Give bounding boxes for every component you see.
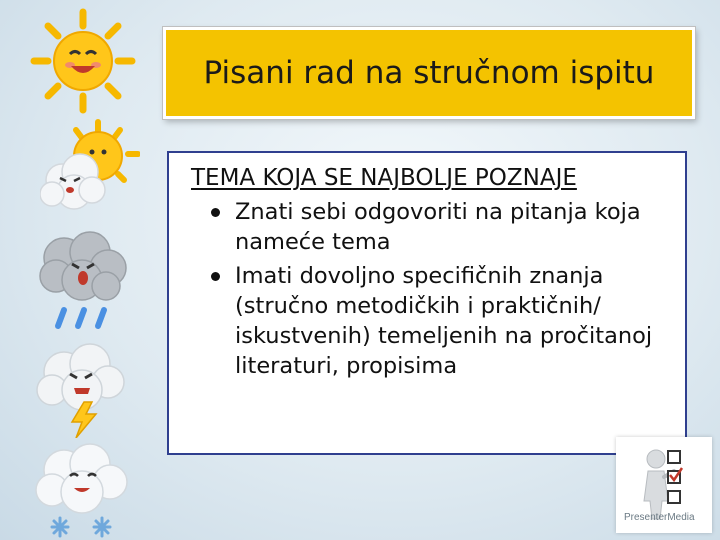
bullet-list (191, 197, 671, 381)
content-heading: TEMA KOJA SE NAJBOLJE POZNAJE (191, 165, 577, 191)
content-box (167, 151, 687, 455)
bullet-dot (211, 208, 220, 217)
title-box (163, 27, 695, 119)
bullet-text: Znati sebi odgovoriti na pitanja koja nameće tema (235, 199, 641, 255)
presentermedia-logo (616, 437, 712, 533)
logo-text: PresenterMedia (624, 512, 695, 523)
bullet-item (207, 261, 671, 381)
sun-icon (30, 8, 136, 114)
bullet-dot (211, 272, 220, 281)
snow-cloud-icon (30, 440, 134, 540)
sun-cloud-icon (40, 118, 140, 218)
slide-title: Pisani rad na stručnom ispitu (203, 55, 655, 91)
bullet-item (207, 197, 671, 257)
storm-cloud-icon (32, 338, 132, 438)
weather-sidebar (0, 0, 150, 540)
bullet-text: Imati dovoljno specifičnih znanja (stručno metodičkih i praktičnih/ iskustvenih) temeljenih na pročitanoj literaturi, propisima (235, 263, 653, 379)
rain-cloud-icon (34, 228, 134, 332)
